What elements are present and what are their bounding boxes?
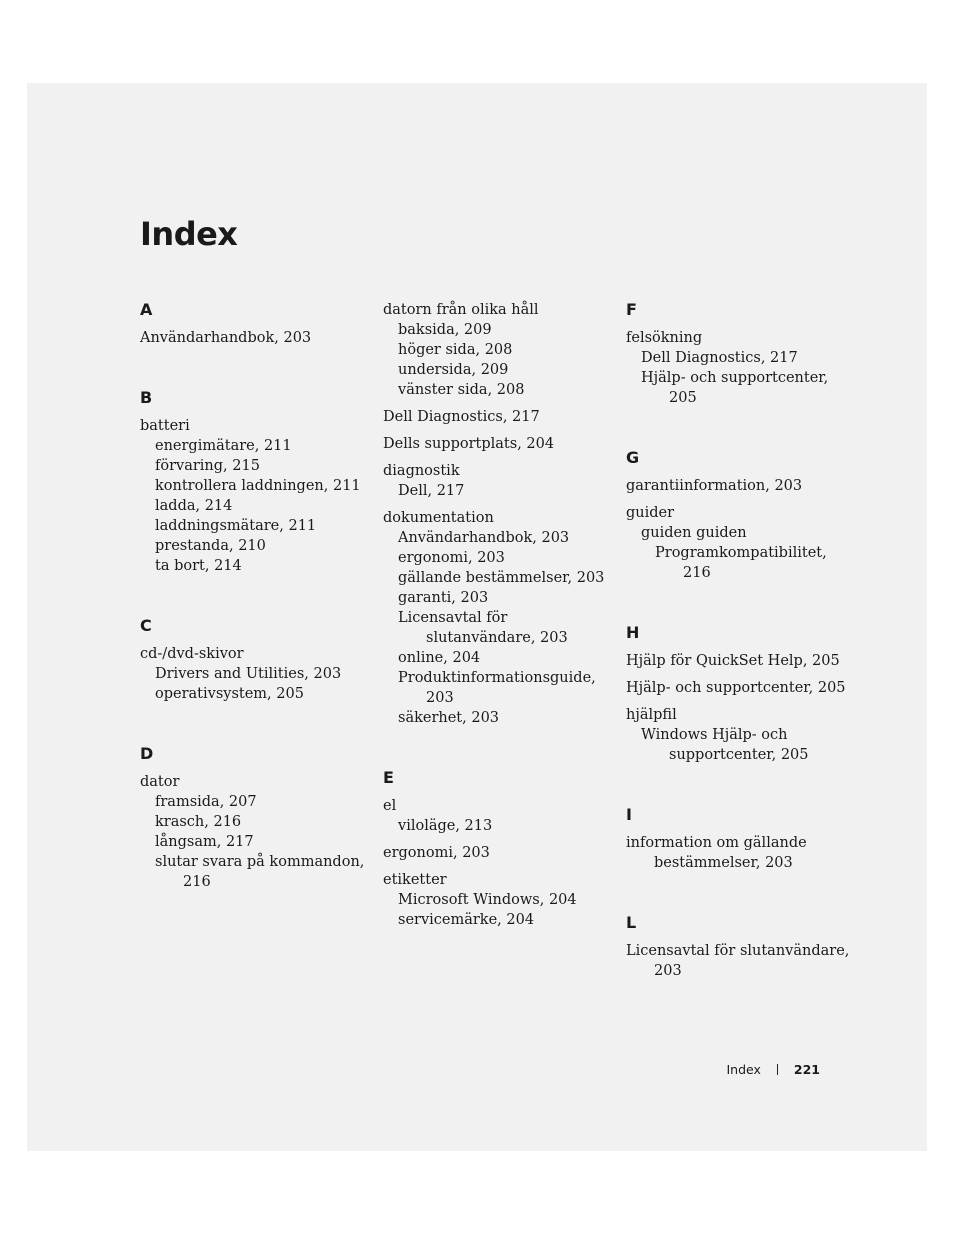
index-column-2 — [383, 300, 613, 970]
index-entry — [626, 678, 856, 698]
index-entry — [383, 843, 613, 863]
index-subterm: ergonomi, 203 — [398, 550, 505, 566]
index-subterm: laddningsmätare, 211 — [155, 518, 317, 534]
index-section-h — [626, 623, 856, 765]
index-section-a — [140, 300, 370, 348]
index-section-c — [140, 616, 370, 704]
index-subterm: guiden guiden — [641, 525, 747, 541]
page-title: Index — [140, 215, 238, 253]
footer-separator — [777, 1064, 778, 1075]
index-subterm: gällande bestämmelser, 203 — [398, 570, 605, 586]
section-letter: D — [140, 744, 154, 763]
index-term: garantiinformation, 203 — [626, 478, 803, 494]
index-entry — [626, 328, 856, 408]
footer-label: Index — [726, 1062, 761, 1077]
index-term: etiketter — [383, 872, 447, 888]
index-term: batteri — [140, 418, 190, 434]
index-subterm: operativsystem, 205 — [155, 686, 304, 702]
section-letter: C — [140, 616, 152, 635]
index-term: Hjälp för QuickSet Help, 205 — [626, 653, 840, 669]
index-term: Användarhandbok, 203 — [140, 330, 312, 346]
index-term: Licensavtal för slutanvändare, 203 — [626, 943, 850, 979]
index-section-d — [140, 744, 370, 892]
index-section-g — [626, 448, 856, 583]
index-term: Dells supportplats, 204 — [383, 436, 555, 452]
index-entry — [383, 434, 613, 454]
index-subterm: garanti, 203 — [398, 590, 489, 606]
index-term: guider — [626, 505, 675, 521]
index-subterm: servicemärke, 204 — [398, 912, 535, 928]
index-term: information om gällande bestämmelser, 203 — [626, 835, 807, 871]
index-entry — [626, 941, 856, 981]
index-term: cd-/dvd-skivor — [140, 646, 244, 662]
index-subterm: höger sida, 208 — [398, 342, 513, 358]
index-term: Dell Diagnostics, 217 — [383, 409, 540, 425]
index-subterm: baksida, 209 — [398, 322, 492, 338]
index-entry — [140, 416, 370, 576]
section-letter: L — [626, 913, 637, 932]
index-subterm: förvaring, 215 — [155, 458, 260, 474]
index-subterm: långsam, 217 — [155, 834, 254, 850]
index-term: dokumentation — [383, 510, 494, 526]
index-section-e — [383, 768, 613, 930]
page-number: 221 — [793, 1062, 820, 1077]
index-subterm: Hjälp- och supportcenter, 205 — [641, 370, 829, 406]
index-subsubterm: Programkompatibilitet, 216 — [655, 545, 827, 581]
index-subterm: online, 204 — [398, 650, 481, 666]
section-letter: B — [140, 388, 153, 407]
index-subterm: energimätare, 211 — [155, 438, 292, 454]
index-subterm: Dell, 217 — [398, 483, 465, 499]
index-term: diagnostik — [383, 463, 460, 479]
index-subterm: framsida, 207 — [155, 794, 257, 810]
index-term: el — [383, 798, 397, 814]
index-subterm: slutar svara på kommandon, 216 — [155, 854, 365, 890]
index-subterm: viloläge, 213 — [398, 818, 493, 834]
index-term: hjälpfil — [626, 707, 677, 723]
index-subterm: Drivers and Utilities, 203 — [155, 666, 342, 682]
index-subterm: vänster sida, 208 — [398, 382, 525, 398]
index-entry — [383, 508, 613, 728]
section-letter: H — [626, 623, 640, 642]
index-subterm: krasch, 216 — [155, 814, 242, 830]
index-section-l — [626, 913, 856, 981]
index-section-i — [626, 805, 856, 873]
index-term: dator — [140, 774, 180, 790]
index-entry — [383, 870, 613, 930]
index-subterm: Windows Hjälp- och supportcenter, 205 — [641, 727, 809, 763]
index-entry — [383, 796, 613, 836]
section-letter: F — [626, 300, 637, 319]
index-subterm: prestanda, 210 — [155, 538, 266, 554]
index-section-d-continued — [383, 300, 613, 728]
index-subterm: Microsoft Windows, 204 — [398, 892, 577, 908]
index-entry — [626, 476, 856, 496]
index-section-f — [626, 300, 856, 408]
index-subterm: Användarhandbok, 203 — [398, 530, 570, 546]
index-subterm: undersida, 209 — [398, 362, 509, 378]
section-letter: I — [626, 805, 632, 824]
index-entry — [140, 772, 370, 892]
index-term: datorn från olika håll — [383, 302, 539, 318]
page-footer — [726, 1061, 820, 1079]
index-subterm: kontrollera laddningen, 211 — [155, 478, 361, 494]
index-section-b — [140, 388, 370, 576]
index-subterm: Licensavtal för slutanvändare, 203 — [398, 610, 568, 646]
index-entry — [626, 833, 856, 873]
index-entry — [626, 651, 856, 671]
section-letter: G — [626, 448, 640, 467]
index-entry — [383, 461, 613, 501]
index-term: Hjälp- och supportcenter, 205 — [626, 680, 846, 696]
index-subterm: Produktinformationsguide, 203 — [398, 670, 596, 706]
index-subterm: säkerhet, 203 — [398, 710, 500, 726]
index-entry — [383, 407, 613, 427]
index-entry — [626, 503, 856, 583]
section-letter: E — [383, 768, 394, 787]
index-subterm: ladda, 214 — [155, 498, 233, 514]
index-subterm: Dell Diagnostics, 217 — [641, 350, 798, 366]
index-subterm: ta bort, 214 — [155, 558, 242, 574]
index-entry — [626, 705, 856, 765]
index-entry — [140, 644, 370, 704]
index-column-3 — [626, 300, 856, 1021]
index-entry — [140, 328, 370, 348]
index-entry — [383, 300, 613, 400]
index-term: felsökning — [626, 330, 703, 346]
section-letter: A — [140, 300, 153, 319]
index-term: ergonomi, 203 — [383, 845, 490, 861]
index-column-1 — [140, 300, 370, 932]
